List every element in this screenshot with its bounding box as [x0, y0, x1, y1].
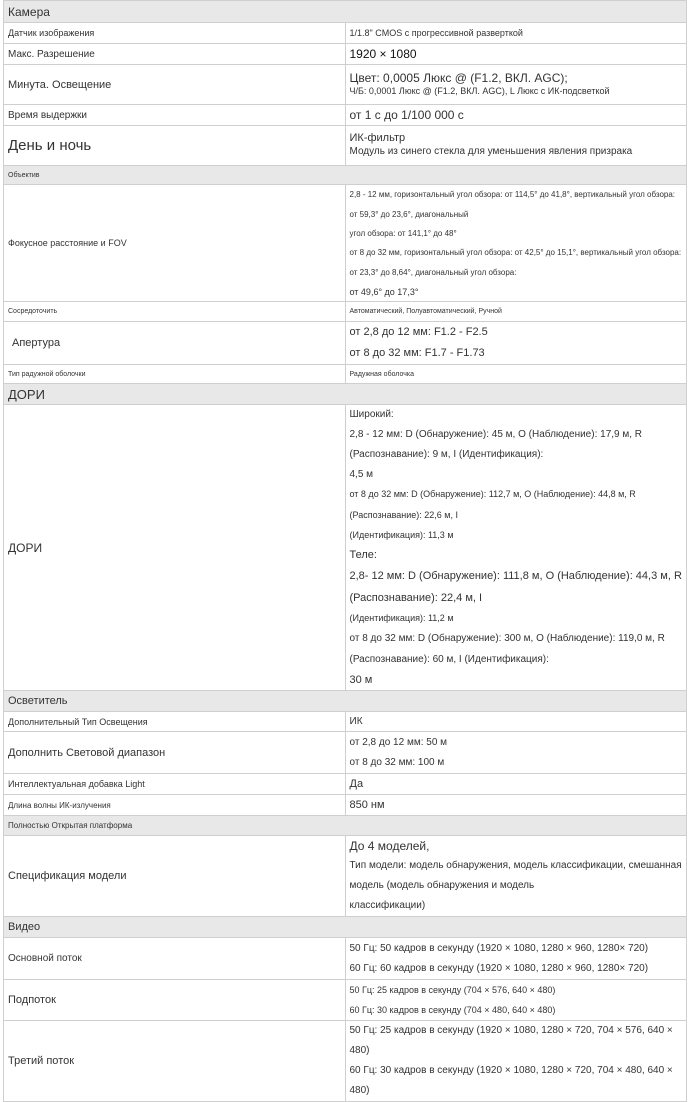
row-label: День и ночь [4, 126, 346, 166]
table-row [4, 712, 687, 732]
table-row [4, 365, 687, 384]
section-video [4, 917, 687, 938]
table-row [4, 126, 687, 166]
table-row [4, 65, 687, 105]
row-value: классификации) [349, 900, 426, 911]
row-label: Макс. Разрешение [4, 44, 346, 65]
table-row [4, 322, 687, 365]
row-value: 1920 × 1080 [345, 44, 687, 65]
row-label: Апертура [4, 322, 346, 365]
row-value: от 1 с до 1/100 000 с [345, 105, 687, 126]
section-title: Камера [4, 1, 687, 23]
section-illuminator [4, 691, 687, 712]
row-value: от 8 до 32 мм: D (Обнаружение): 112,7 м, O (Наблюдение): 44,8 м, R (Распознавание): 22,6 м, I [349, 489, 636, 520]
row-label: Фокусное расстояние и FOV [4, 185, 346, 302]
row-value: от 49,6° до 17,3° [349, 287, 419, 297]
row-label: Датчик изображения [4, 23, 346, 44]
row-value: Автоматический, Полуавтоматический, Ручной [345, 302, 687, 322]
row-value: от 8 до 32 мм: 100 м [349, 756, 445, 768]
table-row [4, 774, 687, 795]
row-value: Да [345, 774, 687, 795]
row-value: Ч/Б: 0,0001 Люкс @ (F1.2, ВКЛ. AGC), L Люкс с ИК-подсветкой [349, 86, 610, 97]
section-camera [4, 1, 687, 23]
row-label: Третий поток [4, 1021, 346, 1102]
row-value: 2,8 - 12 мм: D (Обнаружение): 45 м, O (Наблюдение): 17,9 м, R (Распознавание): 9 м, I (Идентификация): [349, 429, 643, 460]
table-row [4, 938, 687, 980]
row-value: от 2,8 до 12 мм: 50 м [349, 736, 448, 748]
row-label: Длина волны ИК-излучения [4, 795, 346, 816]
table-row [4, 23, 687, 44]
section-title: Полностью Открытая платформа [4, 816, 687, 836]
row-value: Тип модели: модель обнаружения, модель классификации, смешанная модель (модель обнаружения и модель [349, 860, 682, 891]
row-value: Модуль из синего стекла для уменьшения явления призрака [349, 146, 633, 158]
row-value: 850 нм [345, 795, 687, 816]
row-value: (Идентификация): 11,3 м [349, 530, 454, 540]
row-value: 2,8 - 12 мм, горизонтальный угол обзора: от 114,5° до 41,8°, вертикальный угол обзора: от 59,3° до 23,6°, диагональный [349, 190, 676, 219]
section-title: Видео [4, 917, 687, 938]
row-value: 50 Гц: 25 кадров в секунду (704 × 576, 640 × 480) [349, 985, 556, 995]
table-row [4, 405, 687, 691]
row-label: Спецификация модели [4, 836, 346, 917]
row-value: угол обзора: от 141,1° до 48° [349, 229, 457, 238]
row-value: от 8 до 32 мм: F1.7 - F1.73 [349, 347, 485, 359]
row-value: 50 Гц: 25 кадров в секунду (1920 × 1080, 1280 × 720, 704 × 576, 640 × 480) [349, 1025, 673, 1056]
section-platform [4, 816, 687, 836]
table-row [4, 732, 687, 774]
section-dori [4, 384, 687, 405]
row-label: ДОРИ [4, 405, 346, 691]
table-row [4, 1021, 687, 1102]
row-value: До 4 моделей, [349, 839, 430, 853]
row-value: 30 м [349, 674, 373, 686]
row-value: 60 Гц: 60 кадров в секунду (1920 × 1080, 1280 × 960, 1280× 720) [349, 962, 649, 974]
table-row [4, 105, 687, 126]
table-row [4, 44, 687, 65]
row-value: Широкий: [349, 409, 394, 420]
table-row [4, 795, 687, 816]
table-row [4, 185, 687, 302]
row-label: Интеллектуальная добавка Light [4, 774, 346, 795]
table-row [4, 980, 687, 1021]
row-label: Минута. Освещение [4, 65, 346, 105]
row-value: Радужная оболочка [345, 365, 687, 384]
section-lens [4, 166, 687, 185]
table-row [4, 302, 687, 322]
row-value: от 2,8 до 12 мм: F1.2 - F2.5 [349, 326, 488, 338]
row-value: ИК-фильтр [349, 132, 406, 145]
row-value: Теле: [349, 549, 377, 561]
spec-table [3, 0, 687, 1102]
row-label: Дополнительный Тип Освещения [4, 712, 346, 732]
row-value: 50 Гц: 50 кадров в секунду (1920 × 1080, 1280 × 960, 1280× 720) [349, 942, 649, 954]
row-value: ИК [345, 712, 687, 732]
row-label: Время выдержки [4, 105, 346, 126]
row-value: 1/1.8" CMOS с прогрессивной разверткой [345, 23, 687, 44]
row-label: Подпоток [4, 980, 346, 1021]
row-value: 2,8- 12 мм: D (Обнаружение): 111,8 м, O (Наблюдение): 44,3 м, R (Распознавание): 22,4 м, I [349, 570, 682, 604]
row-value: 4,5 м [349, 469, 374, 480]
row-value: от 8 до 32 мм, горизонтальный угол обзора: от 42,5° до 15,1°, вертикальный угол обзора: от 23,3° до 8,64°, диагональный угол обзора: [349, 248, 682, 277]
row-label: Тип радужной оболочки [4, 365, 346, 384]
row-value: 60 Гц: 30 кадров в секунду (1920 × 1080, 1280 × 720, 704 × 480, 640 × 480) [349, 1065, 673, 1096]
row-value: от 8 до 32 мм: D (Обнаружение): 300 м, O (Наблюдение): 119,0 м, R (Распознавание): 60 м, I (Идентификация): [349, 633, 665, 665]
row-value: 60 Гц: 30 кадров в секунду (704 × 480, 640 × 480) [349, 1005, 556, 1015]
section-title: ДОРИ [4, 384, 687, 405]
row-label: Сосредоточить [4, 302, 346, 322]
table-row [4, 836, 687, 917]
row-value: (Идентификация): 11,2 м [349, 613, 454, 623]
row-label: Дополнить Световой диапазон [4, 732, 346, 774]
row-value: Цвет: 0,0005 Люкс @ (F1.2, ВКЛ. AGC); [349, 71, 568, 86]
section-title: Объектив [4, 166, 687, 185]
row-label: Основной поток [4, 938, 346, 980]
section-title: Осветитель [4, 691, 687, 712]
